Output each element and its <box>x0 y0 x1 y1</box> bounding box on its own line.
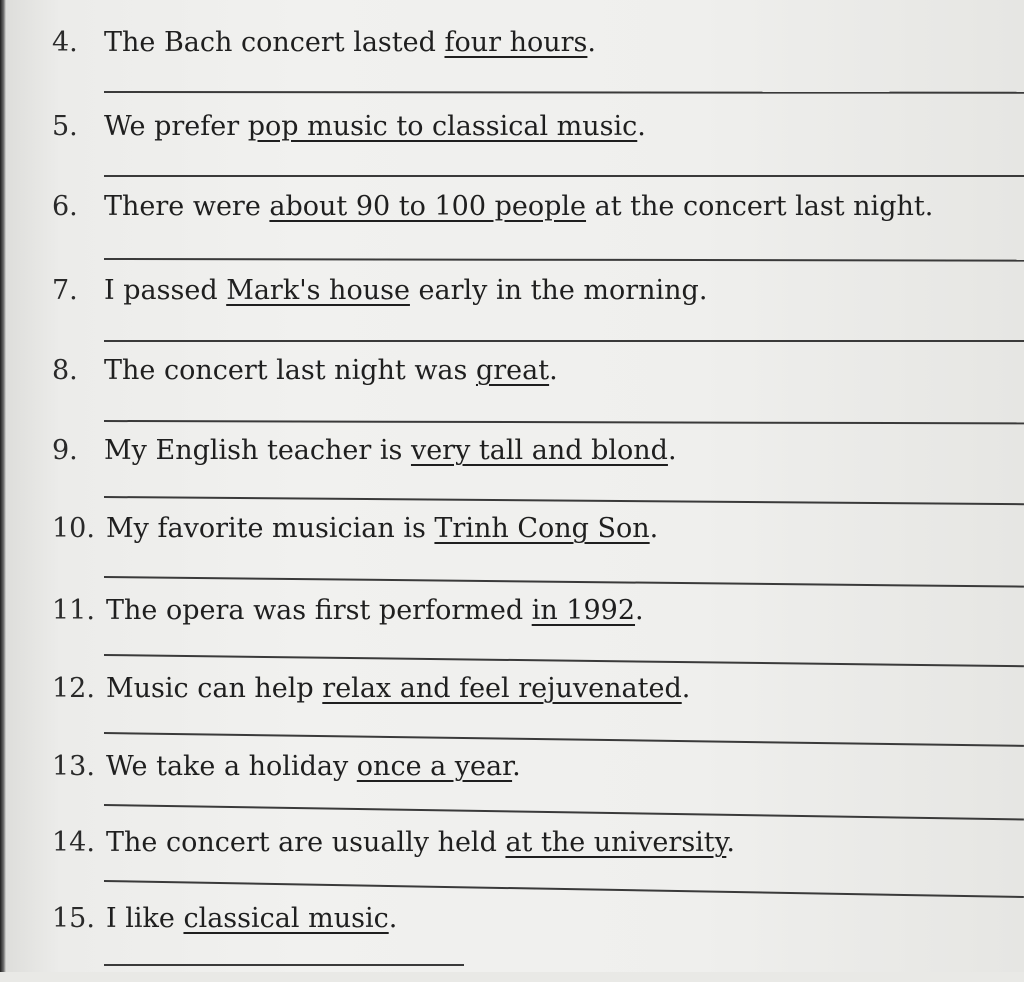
answer-line[interactable] <box>104 91 1024 94</box>
sentence-end: . <box>587 27 597 58</box>
sentence-end: . <box>681 673 691 704</box>
sentence-end: at the concert last night. <box>586 191 934 222</box>
item-sentence <box>104 190 933 224</box>
item-number: 13. <box>52 751 95 782</box>
underlined-phrase: classical music <box>183 903 389 934</box>
sentence-text: There were <box>104 191 270 222</box>
item-number: 8. <box>52 355 78 386</box>
answer-line[interactable] <box>104 340 1024 342</box>
item-number: 15. <box>52 903 95 934</box>
answer-line[interactable] <box>104 964 464 966</box>
item-sentence <box>104 434 677 468</box>
underlined-phrase: in 1992 <box>531 595 636 626</box>
sentence-end: . <box>388 903 398 934</box>
answer-line[interactable] <box>104 654 1024 667</box>
item-sentence <box>106 672 690 706</box>
sentence-end: . <box>549 355 558 386</box>
underlined-phrase: about 90 to 100 people <box>269 191 587 222</box>
underlined-phrase: very tall and blond <box>410 435 668 466</box>
item-sentence <box>106 902 397 936</box>
exercise-item-13 <box>0 750 1024 830</box>
sentence-text: I passed <box>104 275 227 306</box>
underlined-phrase: Mark's house <box>226 275 410 306</box>
item-number: 9. <box>52 435 78 466</box>
item-sentence <box>104 26 596 60</box>
exercise-item-14 <box>0 826 1024 906</box>
underlined-phrase: four hours <box>444 27 588 58</box>
sentence-text: Music can help <box>106 673 323 704</box>
sentence-text: My favorite musician is <box>106 513 435 544</box>
sentence-text: The Bach concert lasted <box>104 27 445 58</box>
item-number: 7. <box>52 275 78 306</box>
sentence-end: . <box>667 435 677 466</box>
item-sentence <box>104 354 558 388</box>
exercise-item-4 <box>0 26 1024 106</box>
item-sentence <box>104 110 646 144</box>
answer-line[interactable] <box>104 420 1024 424</box>
sentence-text: The concert are usually held <box>106 827 506 858</box>
answer-line[interactable] <box>104 732 1024 747</box>
answer-line[interactable] <box>104 576 1024 588</box>
underlined-phrase: once a year <box>356 751 513 782</box>
underlined-phrase: relax and feel rejuvenated <box>322 673 682 704</box>
item-sentence <box>106 750 521 784</box>
exercise-item-6 <box>0 190 1024 270</box>
sentence-end: . <box>512 751 521 782</box>
exercise-item-5 <box>0 110 1024 190</box>
item-number: 6. <box>52 191 78 222</box>
sentence-text: We prefer <box>104 111 248 142</box>
item-sentence <box>106 512 658 546</box>
answer-line[interactable] <box>104 880 1024 898</box>
exercise-item-10 <box>0 512 1024 592</box>
exercise-item-7 <box>0 274 1024 354</box>
item-number: 14. <box>52 827 95 858</box>
sentence-end: . <box>637 111 646 142</box>
answer-line[interactable] <box>104 175 1024 177</box>
item-number: 11. <box>52 595 95 626</box>
sentence-text: My English teacher is <box>104 435 411 466</box>
sentence-text: The opera was first performed <box>106 595 532 626</box>
sentence-text: The concert last night was <box>104 355 476 386</box>
underlined-phrase: great <box>475 355 550 386</box>
item-sentence <box>106 594 644 628</box>
exercise-item-12 <box>0 672 1024 752</box>
sentence-end: . <box>635 595 644 626</box>
exercise-item-11 <box>0 594 1024 674</box>
item-number: 12. <box>52 673 95 704</box>
sentence-end: early in the morning. <box>409 275 708 306</box>
answer-line[interactable] <box>104 496 1024 505</box>
sentence-text: I like <box>106 903 184 934</box>
exercise-item-15 <box>0 902 1024 982</box>
item-number: 4. <box>52 27 78 58</box>
underlined-phrase: Trinh Cong Son <box>434 513 650 544</box>
sentence-text: We take a holiday <box>106 751 357 782</box>
exercise-item-8 <box>0 354 1024 434</box>
answer-line[interactable] <box>104 258 1024 262</box>
underlined-phrase: at the university <box>505 827 727 858</box>
sentence-end: . <box>726 827 735 858</box>
item-sentence <box>106 826 735 860</box>
exercise-item-9 <box>0 434 1024 514</box>
item-number: 10. <box>52 513 95 544</box>
underlined-phrase: pop music to classical music <box>247 111 638 142</box>
item-number: 5. <box>52 111 78 142</box>
item-sentence <box>104 274 707 308</box>
answer-line[interactable] <box>104 804 1024 820</box>
sentence-end: . <box>649 513 659 544</box>
